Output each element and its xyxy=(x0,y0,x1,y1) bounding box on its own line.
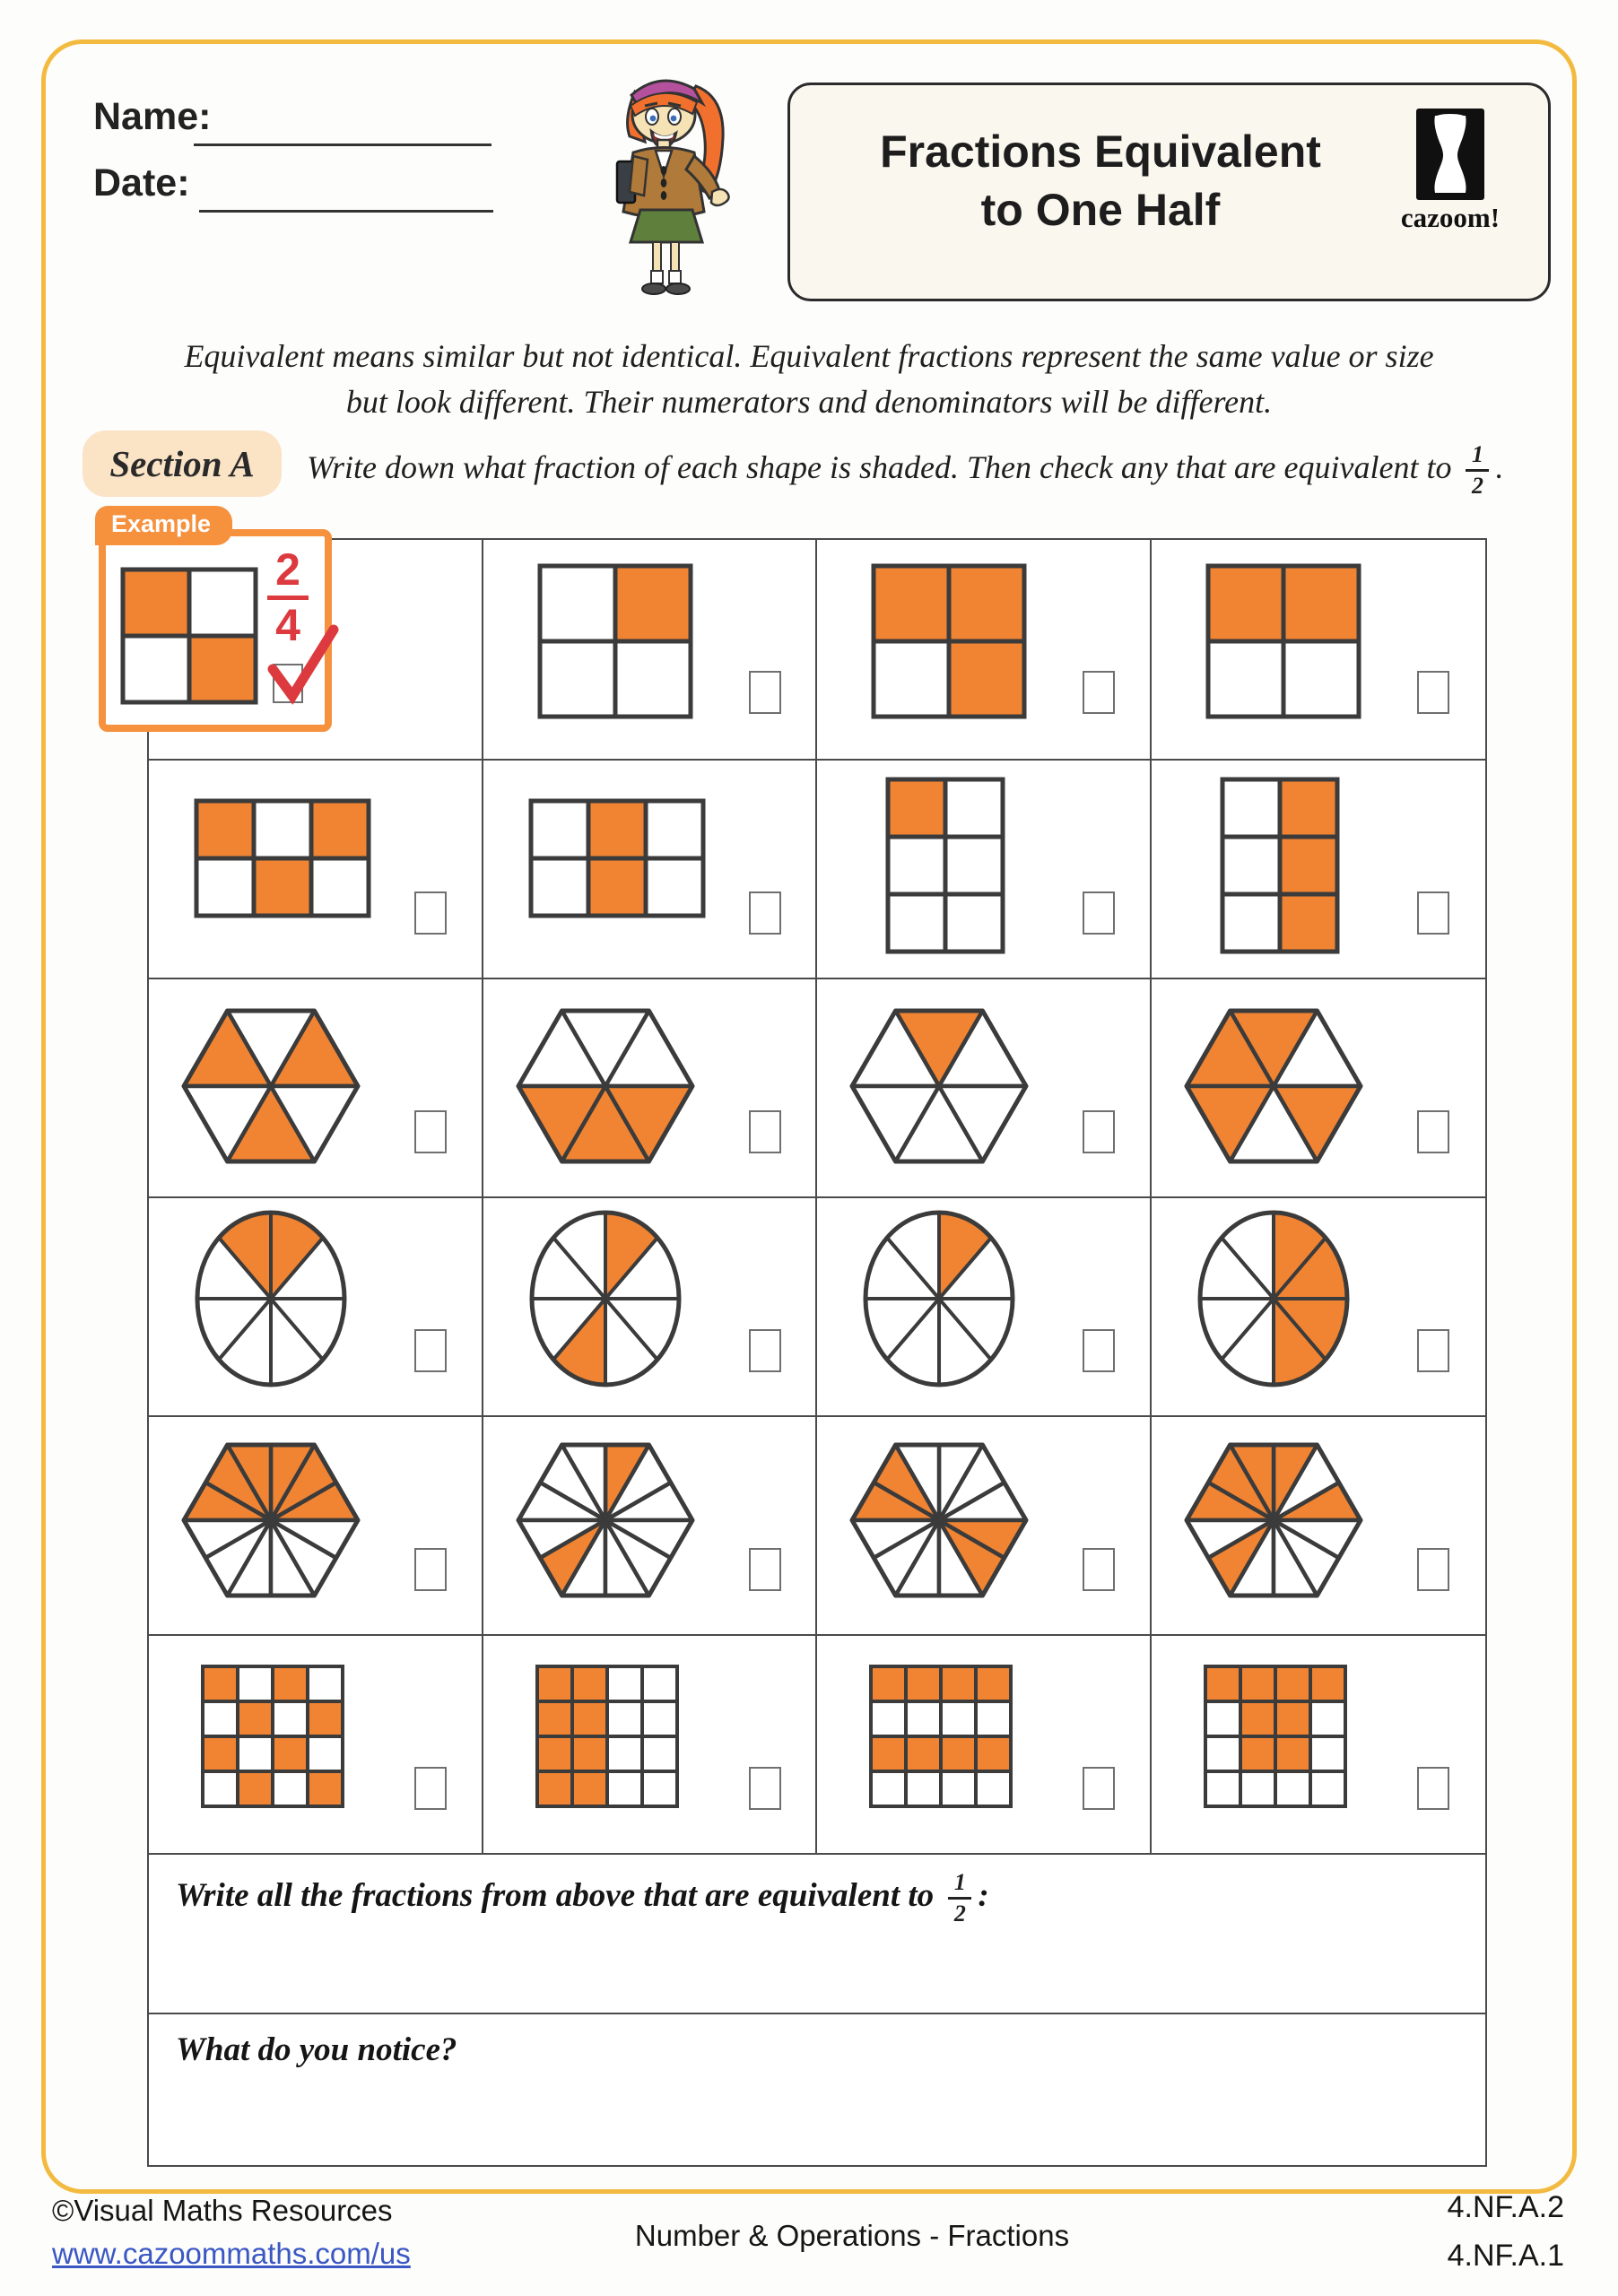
fraction-shape xyxy=(118,565,260,711)
answer-checkbox[interactable] xyxy=(749,1548,781,1591)
answer-checkbox[interactable] xyxy=(414,1767,447,1810)
fraction-shape-cell[interactable] xyxy=(817,1636,1152,1855)
fraction-shape xyxy=(179,1440,362,1605)
answer-checkbox[interactable] xyxy=(1083,1110,1115,1153)
fraction-shape-cell[interactable] xyxy=(1152,979,1486,1198)
answer-checkbox[interactable] xyxy=(749,1329,781,1372)
answer-checkbox[interactable] xyxy=(749,1767,781,1810)
answer-checkbox[interactable] xyxy=(1417,1548,1449,1591)
answer-checkbox[interactable] xyxy=(1083,671,1115,714)
fraction-shape-cell[interactable] xyxy=(817,1417,1152,1636)
fraction-shape xyxy=(1182,1440,1365,1605)
date-input-line[interactable] xyxy=(199,210,493,213)
fraction-shape-cell[interactable] xyxy=(817,540,1152,761)
write-all-fractions-row[interactable]: Write all the fractions from above that are equivalent to $\frac{1}{2}$ : xyxy=(149,1855,1485,2014)
fraction-shape-cell[interactable] xyxy=(483,540,818,761)
fraction-shape xyxy=(535,561,695,726)
fraction-shape xyxy=(869,561,1029,726)
one-half-fraction: $\frac{1}{2}$ xyxy=(948,1871,971,1926)
fraction-shape-cell[interactable] xyxy=(483,1417,818,1636)
answer-checkbox[interactable] xyxy=(414,1329,447,1372)
fraction-shape-cell[interactable] xyxy=(817,1198,1152,1417)
fraction-shape xyxy=(199,1663,346,1814)
copyright-text: ©Visual Maths Resources xyxy=(52,2194,393,2227)
fraction-shape xyxy=(194,1209,348,1393)
fraction-shape-cell[interactable] xyxy=(149,1198,483,1417)
intro-paragraph: Equivalent means similar but not identical. Equivalent fractions represent the same value or size but look different. Their numerators and denominators will be different. xyxy=(184,338,1434,421)
fraction-shape-cell[interactable] xyxy=(817,979,1152,1198)
answer-checkbox[interactable] xyxy=(1417,1329,1449,1372)
fraction-shape xyxy=(1218,775,1342,961)
answer-checkbox[interactable] xyxy=(1417,1110,1449,1153)
worksheet-title: Fractions Equivalent to One Half xyxy=(880,126,1321,235)
fraction-shape-cell[interactable] xyxy=(1152,1198,1486,1417)
answer-checkbox[interactable] xyxy=(1083,1548,1115,1591)
answer-checkbox[interactable] xyxy=(749,891,781,935)
fraction-shape-cell[interactable] xyxy=(483,1636,818,1855)
fraction-shape xyxy=(1204,561,1363,726)
section-a-label: Section A xyxy=(83,430,282,497)
fraction-shape xyxy=(1202,1663,1349,1814)
fraction-shape xyxy=(179,1006,362,1170)
answer-checkbox[interactable] xyxy=(1417,1767,1449,1810)
section-a-instruction: Write down what fraction of each shape is shaded. Then check any that are equivalent to $\frac{1}{2}$ . xyxy=(307,441,1504,499)
name-input-line[interactable] xyxy=(194,144,491,146)
what-do-you-notice-row[interactable]: What do you notice? xyxy=(176,2031,457,2068)
fraction-shape-cell[interactable] xyxy=(149,1417,483,1636)
fraction-shape xyxy=(514,1006,697,1170)
fraction-shape xyxy=(1196,1209,1351,1393)
answer-checkbox[interactable] xyxy=(414,1110,447,1153)
one-half-fraction: $\frac{1}{2}$ xyxy=(1466,443,1489,498)
fraction-shape-cell[interactable] xyxy=(1152,761,1486,979)
answer-checkbox[interactable] xyxy=(749,671,781,714)
cazoom-logo xyxy=(1383,109,1518,234)
fraction-shape-cell[interactable] xyxy=(817,761,1152,979)
fraction-shape-cell[interactable] xyxy=(1152,1417,1486,1636)
answer-checkbox[interactable] xyxy=(1083,891,1115,935)
answer-checkbox[interactable] xyxy=(749,1110,781,1153)
answer-checkbox[interactable] xyxy=(1417,671,1449,714)
worksheet-grid xyxy=(111,510,1487,2167)
fraction-shape xyxy=(528,1209,683,1393)
fraction-shape xyxy=(1182,1006,1365,1170)
red-checkmark-icon xyxy=(258,617,341,705)
fraction-shape-cell[interactable] xyxy=(1152,540,1486,761)
footer-topic-text: Number & Operations - Fractions xyxy=(634,2219,1070,2252)
fraction-shape xyxy=(192,796,373,925)
fraction-shape xyxy=(867,1663,1014,1814)
answer-checkbox[interactable] xyxy=(414,891,447,935)
fraction-shape-cell[interactable] xyxy=(149,979,483,1198)
example-fraction-cell[interactable] xyxy=(111,510,483,761)
cazoom-goblet-icon xyxy=(1416,109,1484,200)
fraction-shape xyxy=(514,1440,697,1605)
fraction-shape xyxy=(848,1440,1031,1605)
answer-checkbox[interactable] xyxy=(1083,1767,1115,1810)
date-label: Date: xyxy=(93,161,190,204)
cazoom-logo-text: cazoom! xyxy=(1400,202,1501,233)
answer-checkbox[interactable] xyxy=(414,1548,447,1591)
fraction-shape xyxy=(526,796,708,925)
fraction-shape xyxy=(862,1209,1016,1393)
student-character-illustration xyxy=(570,56,761,303)
fraction-shape-cell[interactable] xyxy=(483,979,818,1198)
standard-code-1: 4.NF.A.2 xyxy=(1447,2190,1564,2224)
fraction-shape-cell[interactable] xyxy=(483,761,818,979)
name-label: Name: xyxy=(93,95,212,138)
fraction-shape xyxy=(848,1006,1031,1170)
title-box xyxy=(787,83,1551,301)
answer-checkbox[interactable] xyxy=(1083,1329,1115,1372)
fraction-shape xyxy=(883,775,1007,961)
fraction-shape-cell[interactable] xyxy=(149,761,483,979)
example-fraction-answer: 2 4 xyxy=(262,547,314,648)
fraction-shape xyxy=(534,1663,681,1814)
fraction-shape-cell[interactable] xyxy=(1152,1636,1486,1855)
example-frame xyxy=(99,529,332,732)
standard-code-2: 4.NF.A.1 xyxy=(1447,2239,1564,2273)
website-link[interactable]: www.cazoommaths.com/us xyxy=(52,2237,411,2270)
answer-checkbox[interactable] xyxy=(1417,891,1449,935)
fraction-shape-cell[interactable] xyxy=(149,1636,483,1855)
fraction-shape-cell[interactable] xyxy=(483,1198,818,1417)
example-tab-label: Example xyxy=(95,506,232,545)
